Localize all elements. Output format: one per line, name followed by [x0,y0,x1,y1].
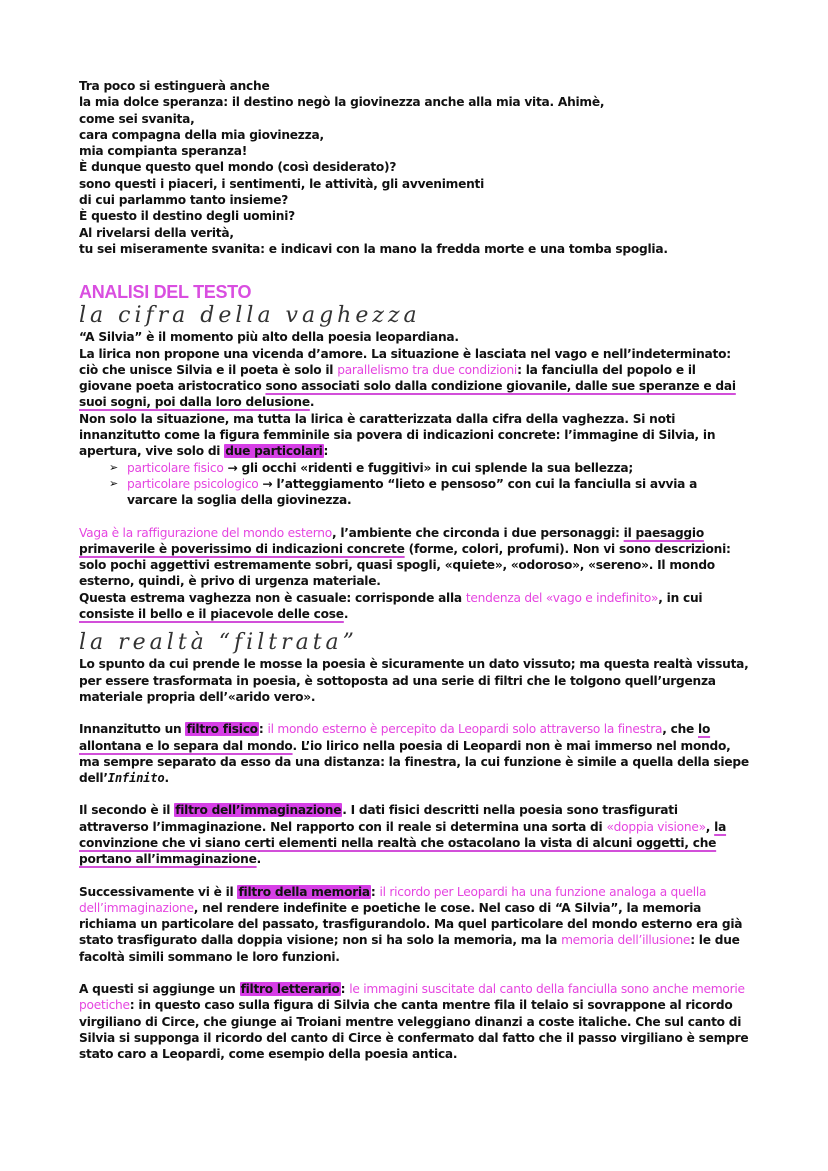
poem-line: di cui parlammo tanto insieme? [79,193,289,208]
poem-line: È questo il destino degli uomini? [79,209,295,224]
poem-line: cara compagna della mia giovinezza, [79,127,324,142]
paragraph-spunto: Lo spunto da cui prende le mosse la poesia è sicuramente un dato vissuto; ma questa realtà vissuta, per essere trasformata in poesia, è sottoposta ad una serie di filtri che le tolgono quell’urgenza materiale propria dell’«arido vero». [79,657,749,704]
subheading-realta-filtrata: la realtà “filtrata” [79,630,358,656]
poem-line: tu sei miseramente svanita: e indicavi con la mano la fredda morte e una tomba spoglia. [79,241,668,256]
particolari-list [79,460,749,509]
paragraph-vaghezza: Non solo la situazione, ma tutta la lirica è caratterizzata dalla cifra della vaghezza. Si noti innanzitutto come la figura femminile sia povera di indicazioni concrete: l’immagine di Silvia, in apertura, vive solo di due particolari: [79,411,716,459]
subheading-vaghezza: la cifra della vaghezza [79,303,421,329]
poem-translation [79,78,749,257]
section-title: ANALISI DEL TESTO [79,282,252,303]
list-item: ➢ particolare fisico → gli occhi «ridenti e fuggitivi» in cui splende la sua bellezza; [109,460,749,476]
poem-line: la mia dolce speranza: il destino negò la giovinezza anche alla mia vita. Ahimè, [79,95,605,110]
paragraph-filtro-immaginazione: Il secondo è il filtro dell’immaginazione. I dati fisici descritti nella poesia sono trasfigurati attraverso l’immaginazione. Nel rapporto con il reale si determina una sorta di «doppia visione», la convinzione che vi siano certi elementi nella realtà che ostacolano la vista di alcuni oggetti, che portano all’immaginazione. [79,803,727,867]
highlighted-term: filtro fisico [186,722,258,737]
paragraph-filtro-memoria: Successivamente vi è il filtro della memoria: il ricordo per Leopardi ha una funzione analoga a quella dell’immaginazione, nel rendere indefinite e poetiche le cose. Nel caso di “A Silvia”, la memoria richiama un particolare del passato, trasfigurandolo. Ma quel particolare del mondo esterno era già stato trasfigurato dalla doppia visione; non si ha solo la memoria, ma la memoria dell’illusione: le due facoltà simili sommano le loro funzioni. [79,884,743,964]
underlined-text: sono associati solo dalla condizione giovanile, dalle sue speranze e dai suoi sogni, poi dalla loro delusione [79,379,736,410]
paragraph-situazione: La lirica non propone una vicenda d’amore. La situazione è lasciata nel vago e nell’indeterminato: ciò che unisce Silvia e il poeta è solo il parallelismo tra due condizioni: la fanciulla del popolo e il giovane poeta aristocratico sono associati solo dalla condizione giovanile, dalle sue speranze e dai suoi sogni, poi dalla loro delusione. [79,346,736,410]
highlighted-term: filtro della memoria [238,884,370,899]
paragraph-vago-indefinito: Questa estrema vaghezza non è casuale: corrisponde alla tendenza del «vago e indefinito», in cui consiste il bello e il piacevole delle cose. [79,590,703,622]
paragraph-mondo-esterno: Vaga è la raffigurazione del mondo esterno, l’ambiente che circonda i due personaggi: il paesaggio primaverile è poverissimo di indicazioni concrete (forme, colori, profumi). Non vi sono descrizioni: solo pochi aggettivi estremamente sobri, quasi spogli, «quiete», «odoroso», «sereno». Il mondo esterno, quindi, è privo di urgenza materiale. [79,525,731,589]
poem-line: Tra poco si estinguerà anche [79,79,270,93]
paragraph-intro: “A Silvia” è il momento più alto della poesia leopardiana. [79,330,459,345]
poem-line: come sei svanita, [79,111,195,126]
highlighted-term: filtro letterario [240,982,340,997]
pink-term: parallelismo tra due condizioni [337,362,518,377]
highlighted-term: due particolari [225,444,323,459]
list-item: ➢ particolare psicologico → l’atteggiamento “lieto e pensoso” con cui la fanciulla si avvia a varcare la soglia della giovinezza. [109,476,749,509]
poem-line: mia compianta speranza! [79,144,248,159]
paragraph-filtro-fisico: Innanzitutto un filtro fisico: il mondo esterno è percepito da Leopardi solo attraverso la finestra, che lo allontana e lo separa dal mondo. L’io lirico nella poesia di Leopardi non è mai immerso nel mondo, ma sempre separato da esso da una distanza: la finestra, la cui funzione è simile a quella della siepe dell’Infinito. [79,722,749,786]
highlighted-term: filtro dell’immaginazione [175,803,342,818]
document-page [79,78,749,1063]
poem-line: Al rivelarsi della verità, [79,225,234,240]
poem-line: È dunque questo quel mondo (così desiderato)? [79,160,397,175]
paragraph-filtro-letterario: A questi si aggiunge un filtro letterario: le immagini suscitate dal canto della fanciulla sono anche memorie poetiche: in questo caso sulla figura di Silvia che canta mentre fila il telaio si sovrappone al ricordo virgiliano di Circe, che giunge ai Troiani mentre veleggiano dinanzi a coste italiche. Che sul canto di Silvia si supponga il ricordo del canto di Circe è confermato dal fatto che il passo virgiliano è sempre stato caro a Leopardi, come esempio della poesia antica. [79,982,749,1062]
poem-line: sono questi i piaceri, i sentimenti, le attività, gli avvenimenti [79,176,485,191]
